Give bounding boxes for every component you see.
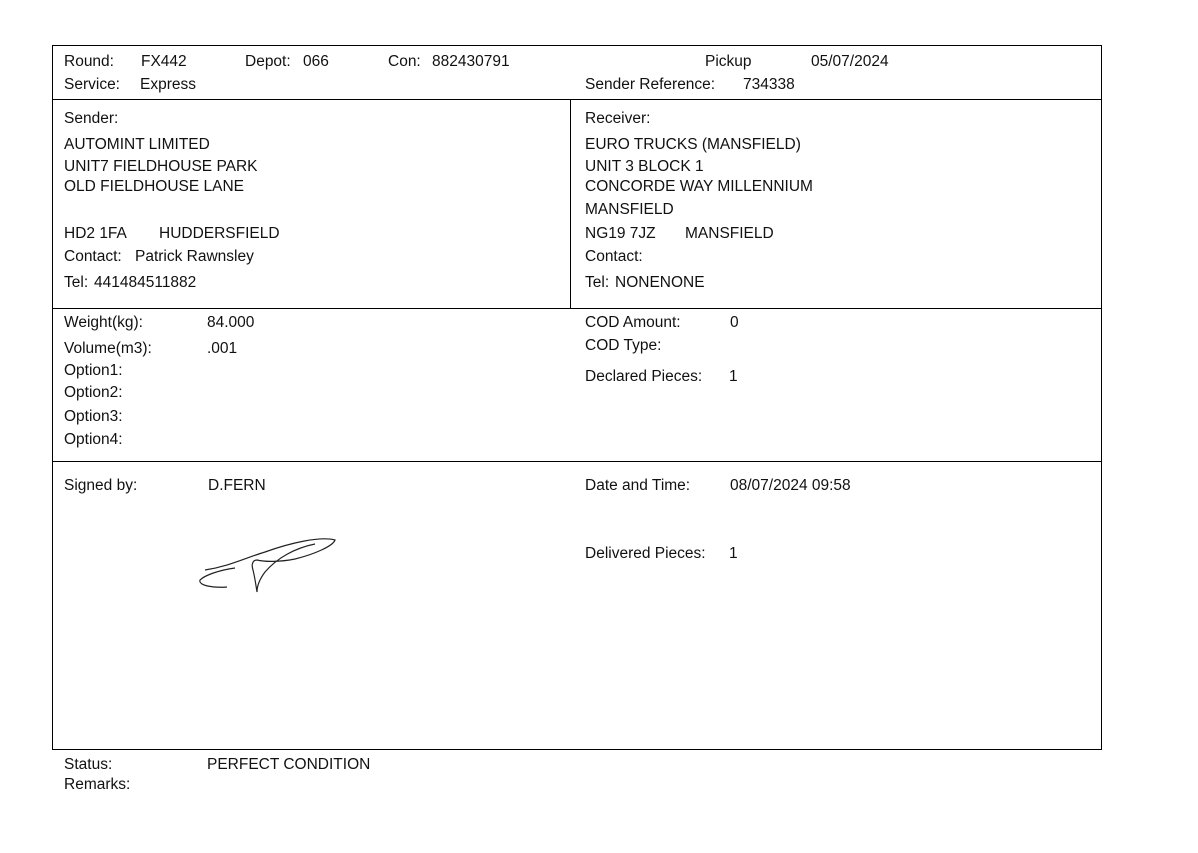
sender-heading: Sender: <box>64 110 119 127</box>
volume-value: .001 <box>207 340 238 357</box>
signed-by-value: D.FERN <box>208 477 266 494</box>
pickup-date: 05/07/2024 <box>811 53 889 70</box>
date-time-value: 08/07/2024 09:58 <box>730 477 851 494</box>
depot-value: 066 <box>303 53 329 70</box>
sender-reference-value: 734338 <box>743 76 795 93</box>
option2-label: Option2: <box>64 384 123 401</box>
sender-address-line-1: UNIT7 FIELDHOUSE PARK <box>64 158 258 175</box>
declared-pieces-label: Declared Pieces: <box>585 368 703 385</box>
weight-value: 84.000 <box>207 314 255 331</box>
cod-amount-label: COD Amount: <box>585 314 681 331</box>
round-value: FX442 <box>141 53 187 70</box>
receiver-heading: Receiver: <box>585 110 651 127</box>
header-divider <box>52 99 1102 100</box>
round-label: Round: <box>64 53 114 70</box>
delivered-pieces-value: 1 <box>729 545 738 562</box>
sender-address-line-2: OLD FIELDHOUSE LANE <box>64 178 245 195</box>
shipment-divider <box>52 461 1102 462</box>
address-column-divider <box>570 99 571 308</box>
receiver-address-line-1: UNIT 3 BLOCK 1 <box>585 158 704 175</box>
receiver-name: EURO TRUCKS (MANSFIELD) <box>585 136 801 153</box>
service-label: Service: <box>64 76 120 93</box>
service-value: Express <box>140 76 196 93</box>
sender-city: HUDDERSFIELD <box>159 225 280 242</box>
weight-label: Weight(kg): <box>64 314 143 331</box>
status-label: Status: <box>64 756 113 773</box>
receiver-city: MANSFIELD <box>685 225 774 242</box>
option1-label: Option1: <box>64 362 123 379</box>
receiver-tel-value: NONENONE <box>615 274 705 291</box>
address-divider <box>52 308 1102 309</box>
option4-label: Option4: <box>64 431 123 448</box>
con-label: Con: <box>388 53 421 70</box>
option3-label: Option3: <box>64 408 123 425</box>
status-value: PERFECT CONDITION <box>207 756 371 773</box>
sender-name: AUTOMINT LIMITED <box>64 136 210 153</box>
sender-contact-label: Contact: <box>64 248 122 265</box>
sender-tel-label: Tel: <box>64 274 89 291</box>
receiver-tel-label: Tel: <box>585 274 610 291</box>
cod-type-label: COD Type: <box>585 337 662 354</box>
remarks-label: Remarks: <box>64 776 131 793</box>
pickup-label: Pickup <box>705 53 752 70</box>
volume-label: Volume(m3): <box>64 340 152 357</box>
delivered-pieces-label: Delivered Pieces: <box>585 545 706 562</box>
receiver-postcode: NG19 7JZ <box>585 225 656 242</box>
receiver-contact-label: Contact: <box>585 248 643 265</box>
sender-tel-value: 441484511882 <box>94 274 197 291</box>
handwritten-signature <box>195 530 345 595</box>
sender-postcode: HD2 1FA <box>64 225 127 242</box>
depot-label: Depot: <box>245 53 291 70</box>
date-time-label: Date and Time: <box>585 477 691 494</box>
signed-by-label: Signed by: <box>64 477 138 494</box>
cod-amount-value: 0 <box>730 314 739 331</box>
receiver-address-line-2: CONCORDE WAY MILLENNIUM <box>585 178 813 195</box>
declared-pieces-value: 1 <box>729 368 738 385</box>
sender-reference-label: Sender Reference: <box>585 76 716 93</box>
receiver-address-line-3: MANSFIELD <box>585 201 674 218</box>
con-value: 882430791 <box>432 53 510 70</box>
sender-contact-value: Patrick Rawnsley <box>135 248 254 265</box>
